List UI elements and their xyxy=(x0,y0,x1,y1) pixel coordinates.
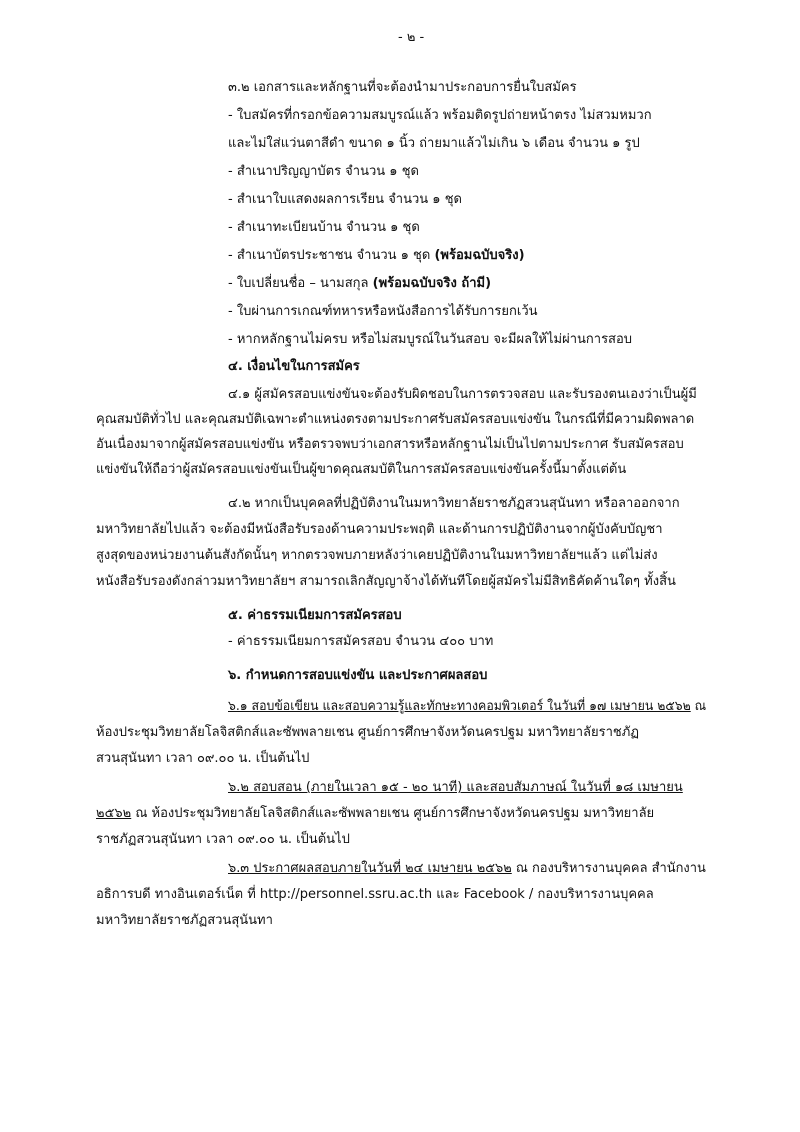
teaching-interview-date: ๖.๒ สอบสอน (ภายในเวลา ๑๕ - ๒๐ นาที) และสอบสัมภาษณ์ ในวันที่ ๑๘ เมษายน xyxy=(228,780,683,795)
section-6-3-line-1 xyxy=(228,859,706,879)
written-exam-at: ณ xyxy=(690,699,707,714)
section-6-3-line-3: มหาวิทยาลัยราชภัฏสวนสุนันทา xyxy=(96,913,273,928)
doc-item-photo-spec: และไม่ใส่แว่นตาสีดำ ขนาด ๑ นิ้ว ถ่ายมาแล้วไม่เกิน ๖ เดือน จำนวน ๑ รูป xyxy=(228,136,640,151)
section-6-1-line-1 xyxy=(228,697,706,717)
section-6-heading: ๖. กำหนดการสอบแข่งขัน และประกาศผลสอบ xyxy=(228,668,488,683)
section-4-1-line-3: อันเนื่องมาจากผู้สมัครสอบแข่งขัน หรือตรวจพบว่าเอกสารหรือหลักฐานไม่เป็นไปตามประกาศ รับสมัครสอบ xyxy=(96,437,684,452)
section-6-1-line-2: ห้องประชุมวิทยาลัยโลจิสติกส์และซัพพลายเชน ศูนย์การศึกษาจังหวัดนครปฐม มหาวิทยาลัยราชภัฏ xyxy=(96,725,639,740)
result-announcement-date: ๖.๓ ประกาศผลสอบภายในวันที่ ๒๔ เมษายน ๒๕๖๒ xyxy=(228,861,512,876)
id-card-text: - สำเนาบัตรประชาชน จำนวน ๑ ชุด xyxy=(228,248,435,263)
section-3-2-heading: ๓.๒ เอกสารและหลักฐานที่จะต้องนำมาประกอบการยื่นใบสมัคร xyxy=(228,80,577,95)
section-4-2-line-3: สูงสุดของหน่วยงานต้นสังกัดนั้นๆ หากตรวจพบภายหลังว่าเคยปฏิบัติงานในมหาวิทยาลัยฯแล้ว แต่ไม่ส่ง xyxy=(96,548,658,563)
section-4-heading: ๔. เงื่อนไขในการสมัคร xyxy=(228,359,360,374)
section-6-1-line-3: สวนสุนันทา เวลา ๐๙.๐๐ น. เป็นต้นไป xyxy=(96,751,310,766)
section-4-1-line-1: ๔.๑ ผู้สมัครสอบแข่งขันจะต้องรับผิดชอบในการตรวจสอบ และรับรองตนเองว่าเป็นผู้มี xyxy=(228,387,697,402)
teaching-interview-venue: ณ ห้องประชุมวิทยาลัยโลจิสติกส์และซัพพลายเชน ศูนย์การศึกษาจังหวัดนครปฐม มหาวิทยาลัย xyxy=(131,806,655,821)
doc-item-id-card xyxy=(228,246,525,266)
teaching-interview-year: ๒๕๖๒ xyxy=(96,806,132,821)
doc-item-military: - ใบผ่านการเกณฑ์ทหารหรือหนังสือการได้รับการยกเว้น xyxy=(228,304,538,319)
section-4-2-line-1: ๔.๒ หากเป็นบุคคลที่ปฏิบัติงานในมหาวิทยาลัยราชภัฏสวนสุนันทา หรือลาออกจาก xyxy=(228,496,680,511)
section-5-fee: - ค่าธรรมเนียมการสมัครสอบ จำนวน ๔๐๐ บาท xyxy=(228,634,494,649)
section-6-3-line-2: อธิการบดี ทางอินเตอร์เน็ต ที่ http://personnel.ssru.ac.th และ Facebook / กองบริหารงานบุคคล xyxy=(96,887,654,902)
result-announcement-office: ณ กองบริหารงานบุคคล สำนักงาน xyxy=(511,861,706,876)
section-6-2-line-2 xyxy=(96,804,654,824)
written-exam-date: ๖.๑ สอบข้อเขียน และสอบความรู้และทักษะทางคอมพิวเตอร์ ในวันที่ ๑๗ เมษายน ๒๕๖๒ xyxy=(228,699,691,714)
section-6-2-line-1 xyxy=(228,778,683,798)
section-5-heading: ๕. ค่าธรรมเนียมการสมัครสอบ xyxy=(228,608,402,623)
doc-item-transcript: - สำเนาใบแสดงผลการเรียน จำนวน ๑ ชุด xyxy=(228,192,462,207)
section-4-2-line-2: มหาวิทยาลัยไปแล้ว จะต้องมีหนังสือรับรองด้านความประพฤติ และด้านการปฏิบัติงานจากผู้บังคับบัญชา xyxy=(96,522,663,537)
section-6-2-line-3: ราชภัฏสวนสุนันทา เวลา ๐๙.๐๐ น. เป็นต้นไป xyxy=(96,832,350,847)
doc-item-degree: - สำเนาปริญญาบัตร จำนวน ๑ ชุด xyxy=(228,164,419,179)
name-change-original-note: (พร้อมฉบับจริง ถ้ามี) xyxy=(372,276,492,291)
doc-item-application-form: - ใบสมัครที่กรอกข้อความสมบูรณ์แล้ว พร้อมติดรูปถ่ายหน้าตรง ไม่สวมหมวก xyxy=(228,108,652,123)
section-4-2-line-4: หนังสือรับรองดังกล่าวมหาวิทยาลัยฯ สามารถเลิกสัญญาจ้างได้ทันทีโดยผู้สมัครไม่มีสิทธิคัดค้านใดๆ ทั้งสิ้น xyxy=(96,574,676,589)
section-4-1-line-2: คุณสมบัติทั่วไป และคุณสมบัติเฉพาะตำแหน่งตรงตามประกาศรับสมัครสอบแข่งขัน ในกรณีที่มีความผิดพลาด xyxy=(96,412,695,427)
name-change-text: - ใบเปลี่ยนชื่อ – นามสกุล xyxy=(228,276,373,291)
doc-item-house-registration: - สำเนาทะเบียนบ้าน จำนวน ๑ ชุด xyxy=(228,220,420,235)
page-number: - ๒ - xyxy=(398,30,425,45)
doc-item-name-change xyxy=(228,274,491,294)
section-4-1-line-4: แข่งขันให้ถือว่าผู้สมัครสอบแข่งขันเป็นผู้ขาดคุณสมบัติในการสมัครสอบแข่งขันครั้งนี้มาตั้งแต่ต้น xyxy=(96,462,627,477)
id-card-original-note: (พร้อมฉบับจริง) xyxy=(434,248,525,263)
doc-item-incomplete-warning: - หากหลักฐานไม่ครบ หรือไม่สมบูรณ์ในวันสอบ จะมีผลให้ไม่ผ่านการสอบ xyxy=(228,332,633,347)
